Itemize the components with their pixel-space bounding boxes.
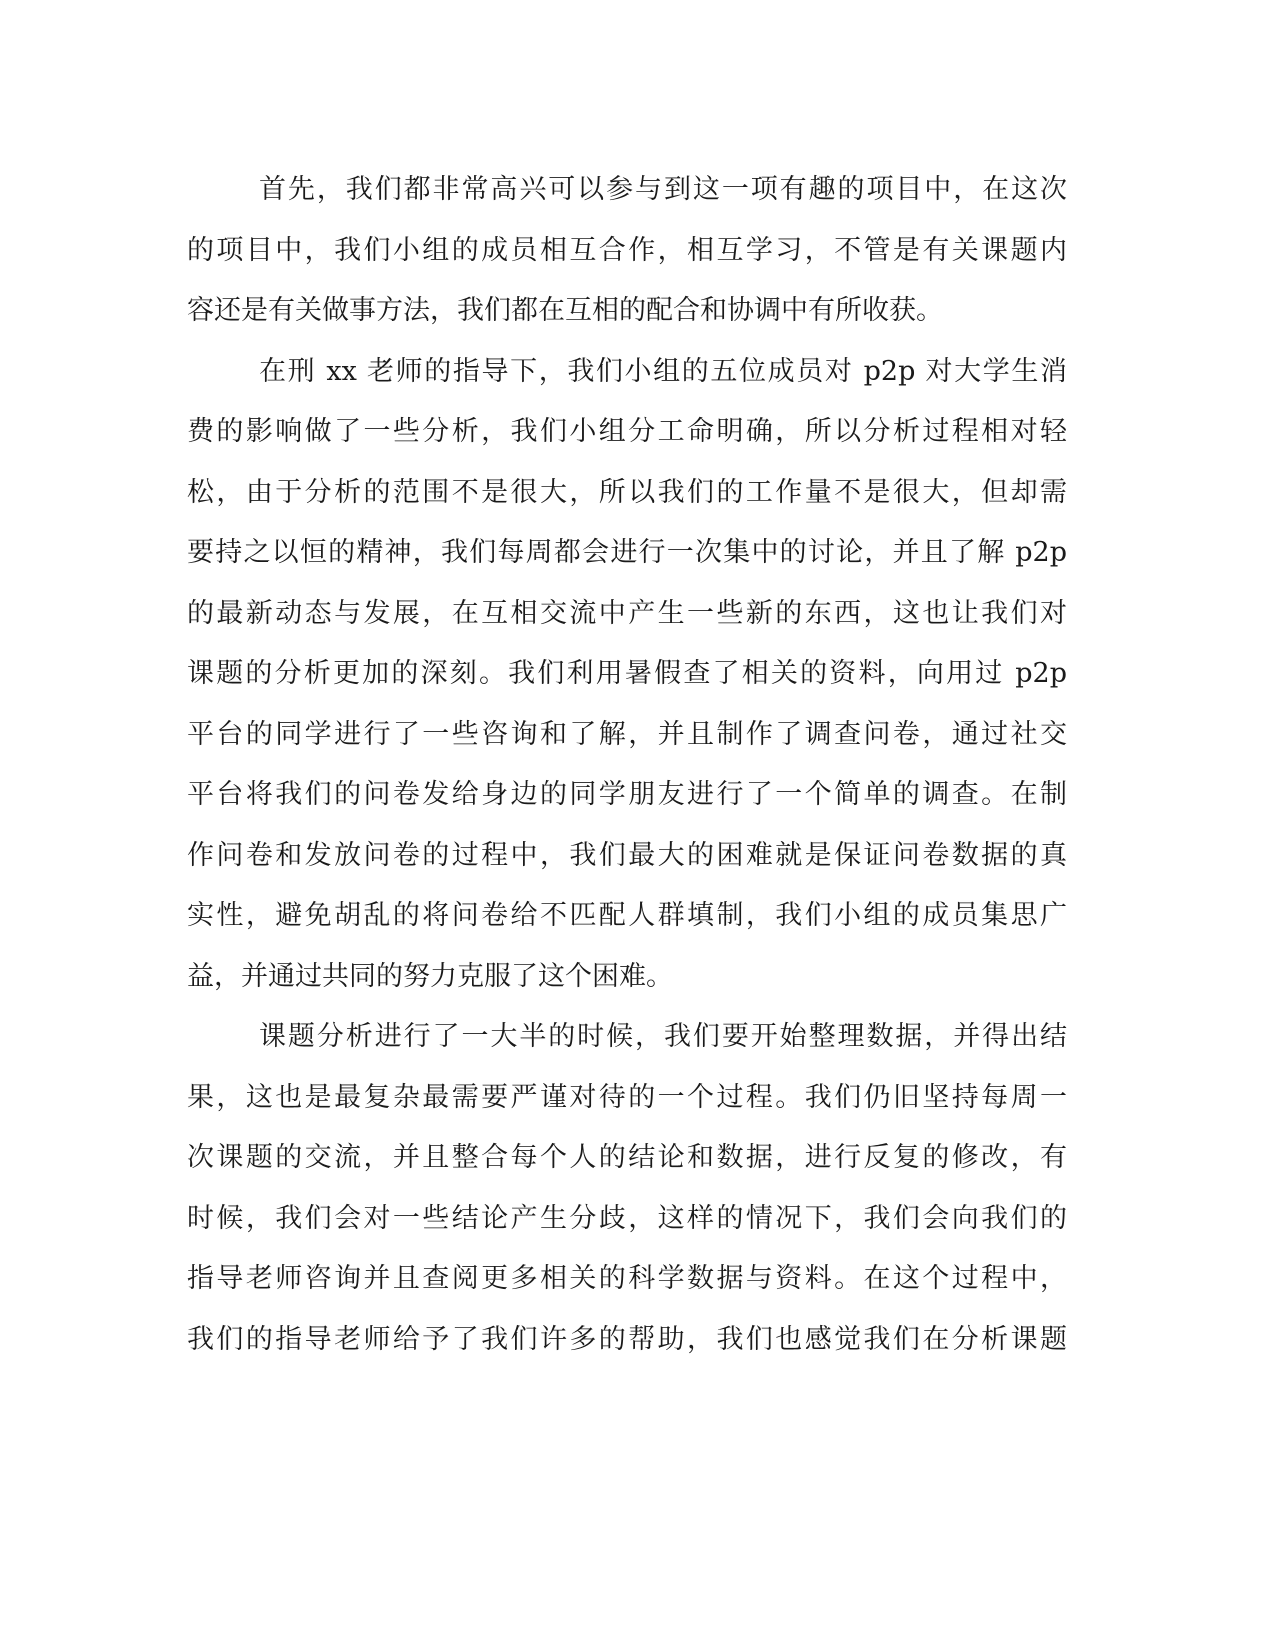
text-line: 我们的指导老师给予了我们许多的帮助，我们也感觉我们在分析课题 bbox=[187, 1323, 1067, 1355]
text-line: 果，这也是最复杂最需要严谨对待的一个过程。我们仍旧坚持每周一 bbox=[187, 1081, 1067, 1113]
text-line: 指导老师咨询并且查阅更多相关的科学数据与资料。在这个过程中， bbox=[187, 1263, 1067, 1294]
text-line: 费的影响做了一些分析，我们小组分工命明确，所以分析过程相对轻 bbox=[187, 416, 1067, 447]
text-line: 课题分析进行了一大半的时候，我们要开始整理数据，并得出结 bbox=[259, 1021, 1067, 1052]
text-line: 益，并通过共同的努力克服了这个困难。 bbox=[187, 960, 673, 992]
text-line: 实性，避免胡乱的将问卷给不匹配人群填制，我们小组的成员集思广 bbox=[187, 900, 1067, 931]
text-line: 平台将我们的问卷发给身边的同学朋友进行了一个简单的调查。在制 bbox=[187, 779, 1067, 810]
text-line: 次课题的交流，并且整合每个人的结论和数据，进行反复的修改，有 bbox=[187, 1142, 1067, 1173]
text-line: 平台的同学进行了一些咨询和了解，并且制作了调查问卷，通过社交 bbox=[187, 718, 1067, 750]
text-line: 松，由于分析的范围不是很大，所以我们的工作量不是很大，但却需 bbox=[187, 476, 1067, 508]
text-line: 的项目中，我们小组的成员相互合作，相互学习，不管是有关课题内 bbox=[187, 234, 1067, 266]
text-line: 首先，我们都非常高兴可以参与到这一项有趣的项目中，在这次 bbox=[259, 174, 1067, 205]
text-line: 要持之以恒的精神，我们每周都会进行一次集中的讨论，并且了解 p2p bbox=[187, 537, 1067, 568]
text-line: 在刑 xx 老师的指导下，我们小组的五位成员对 p2p 对大学生消 bbox=[259, 355, 1067, 387]
text-line: 的最新动态与发展，在互相交流中产生一些新的东西，这也让我们对 bbox=[187, 597, 1067, 629]
text-line: 作问卷和发放问卷的过程中，我们最大的困难就是保证问卷数据的真 bbox=[187, 839, 1067, 871]
text-line: 容还是有关做事方法，我们都在互相的配合和协调中有所收获。 bbox=[187, 295, 943, 326]
text-line: 课题的分析更加的深刻。我们利用暑假查了相关的资料，向用过 p2p bbox=[187, 658, 1067, 689]
text-line: 时候，我们会对一些结论产生分歧，这样的情况下，我们会向我们的 bbox=[187, 1202, 1067, 1234]
body-text bbox=[187, 160, 1067, 1370]
